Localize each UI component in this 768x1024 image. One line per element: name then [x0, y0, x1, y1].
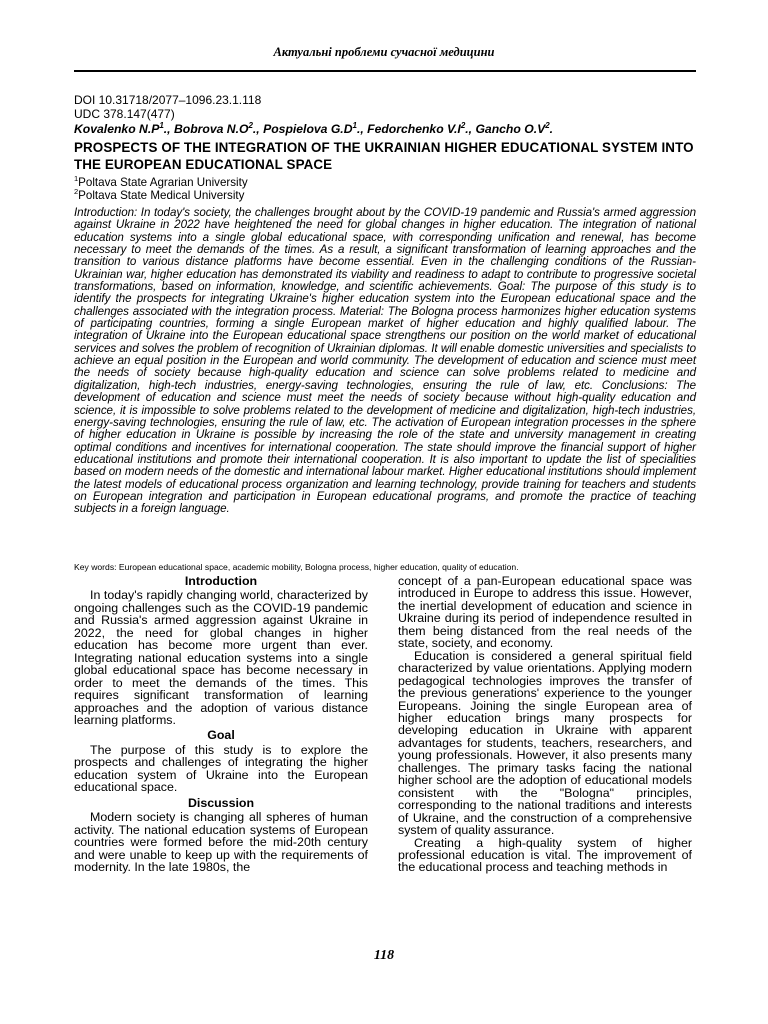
running-header: Актуальні проблеми сучасної медицини: [273, 45, 495, 59]
introduction-text: In today's rapidly changing world, characterized by ongoing challenges such as the COVID-19 pandemic and Russia's armed aggression against Ukraine in 2022, the need for global changes in higher education has become more urgent than ever. Integrating national education systems into a single global educational space has become necessary in order to meet the demands of the times. This requires significant transformation of learning approaches and the adoption of various distance learning platforms.: [74, 588, 368, 727]
author-name: Bobrova N.O: [173, 122, 249, 137]
udc: UDC 378.147(477): [74, 107, 175, 121]
paper-title: PROSPECTS OF THE INTEGRATION OF THE UKRAINIAN HIGHER EDUCATIONAL SYSTEM INTO THE EUROPEAN EDUCATIONAL SPACE: [74, 140, 694, 172]
keywords: Key words: European educational space, academic mobility, Bologna process, higher education, quality of education.: [74, 562, 519, 572]
body-paragraph: Creating a high-quality system of higher professional education is vital. The improvement of the educational process and teaching methods in: [398, 835, 692, 875]
affiliation: [74, 185, 696, 202]
right-column: [398, 575, 692, 874]
section-heading-introduction: Introduction: [184, 574, 258, 588]
affiliation-number: 2: [74, 187, 79, 196]
author-affiliation-number: 1: [159, 121, 164, 130]
author-name: Kovalenko N.P: [74, 122, 160, 137]
doi: DOI 10.31718/2077–1096.23.1.118: [74, 93, 262, 107]
author-affiliation-number: 2: [248, 121, 253, 130]
section-heading-discussion: Discussion: [187, 795, 255, 810]
author-separator: .,: [356, 122, 368, 137]
author-separator: .,: [163, 122, 174, 137]
author-affiliation-number: 2: [460, 121, 466, 130]
author-affiliation-number: 2: [545, 121, 550, 130]
author-name: Fedorchenko V.I: [367, 122, 461, 137]
author-name: Gancho O.V: [475, 122, 546, 137]
author-affiliation-number: 1: [352, 121, 357, 130]
discussion-text: Modern society is changing all spheres of human activity. The national education systems of European countries were formed before the mid-20th century and were unable to keep up with the requirements of modernity. In the late 1980s, the: [74, 810, 368, 874]
author-name: Pospielova G.D: [263, 122, 353, 137]
page-number: 118: [373, 948, 395, 963]
body-paragraph: concept of a pan-European educational space was introduced in Europe to address this issue. However, the inertial development of education and science in Ukraine during its period of independence resulted in them being distanced from the real needs of the state, society, and economy.: [398, 574, 692, 651]
section-heading-goal: Goal: [207, 728, 235, 743]
goal-text: The purpose of this study is to explore the prospects and challenges of integrating the higher education system of Ukraine into the European educational space.: [74, 742, 368, 795]
author-separator: .,: [252, 122, 264, 137]
left-column: [74, 575, 368, 873]
header-divider: [74, 70, 696, 72]
affiliation-number: 1: [74, 174, 79, 183]
author-separator: .,: [465, 122, 476, 137]
body-paragraph: Education is considered a general spiritual field characterized by value orientations. Applying modern pedagogical technologies improves the transfer of the previous generations' experience to the younger Europeans. Joining the single European area of higher education brings many prospects for developing education in Ukraine with apparent advantages for students, teachers, researchers, and young professionals. However, it also presents many challenges. The primary tasks facing the national higher school are the adoption of educational models consistent with the "Bologna" principles, corresponding to the national traditions and interests of Ukraine, and the construction of a comprehensive system of quality assurance.: [398, 648, 692, 838]
abstract: Introduction: In today's society, the challenges brought about by the COVID-19 pandemic and Russia's armed aggression against Ukraine in 2022 have heightened the need for global changes in higher education. The integration of national education systems into a single global educational space, with corresponding unification and renewal, has become necessary to meet the demands of the times. As a result, a significant transformation of learning approaches and the transition to various distance platforms have become essential. Even in the challenging conditions of the Russian-Ukrainian war, higher education has demonstrated its viability and readiness to adapt to contribute to progressive societal transformations, based on information, knowledge, and scientific achievements. Goal: The purpose of this study is to identify the prospects for integrating Ukraine's higher education system into the European educational space and the challenges associated with the integration process. Material: The Bologna process harmonizes higher education systems of participating countries, forming a single European market of higher education and highly qualified labour. The integration of Ukraine into the European educational space strengthens our position on the world market of educational services and solves the problem of recognition of Ukrainian diplomas. It will enable domestic universities and specialists to achieve an equal position in the European and world community. The development of education and science must meet the needs of society because high-quality education and science can solve problems related to medicine and digitalization, high-tech industries, energy-saving technologies, ensuring the rule of law, etc. Conclusions: The development of education and science must meet the needs of society because without high-quality education and science, it is impossible to solve problems related to the development of medicine and digitalization, high-tech industries, energy-saving technologies, ensuring the rule of law, etc. The activation of European integration processes in the sphere of higher education in Ukraine is possible by increasing the role of the state and university management in creating optimal conditions and incentives for international cooperation. The state should improve the financial support of higher educational institutions and promote their international cooperation. It is also important to update the list of specialities based on modern needs of the domestic and international labour market. Higher educational institutions should implement the latest models of educational process organization and learning technology, provide training for teachers and students on European integration and participation in European educational programs, and promote the practice of teaching subjects in a foreign language.: [74, 206, 696, 516]
affiliation-name: Poltava State Medical University: [78, 188, 245, 202]
authors-line: [74, 121, 696, 136]
affiliation-name: Poltava State Agrarian University: [78, 175, 248, 189]
author-separator: .: [549, 122, 554, 137]
